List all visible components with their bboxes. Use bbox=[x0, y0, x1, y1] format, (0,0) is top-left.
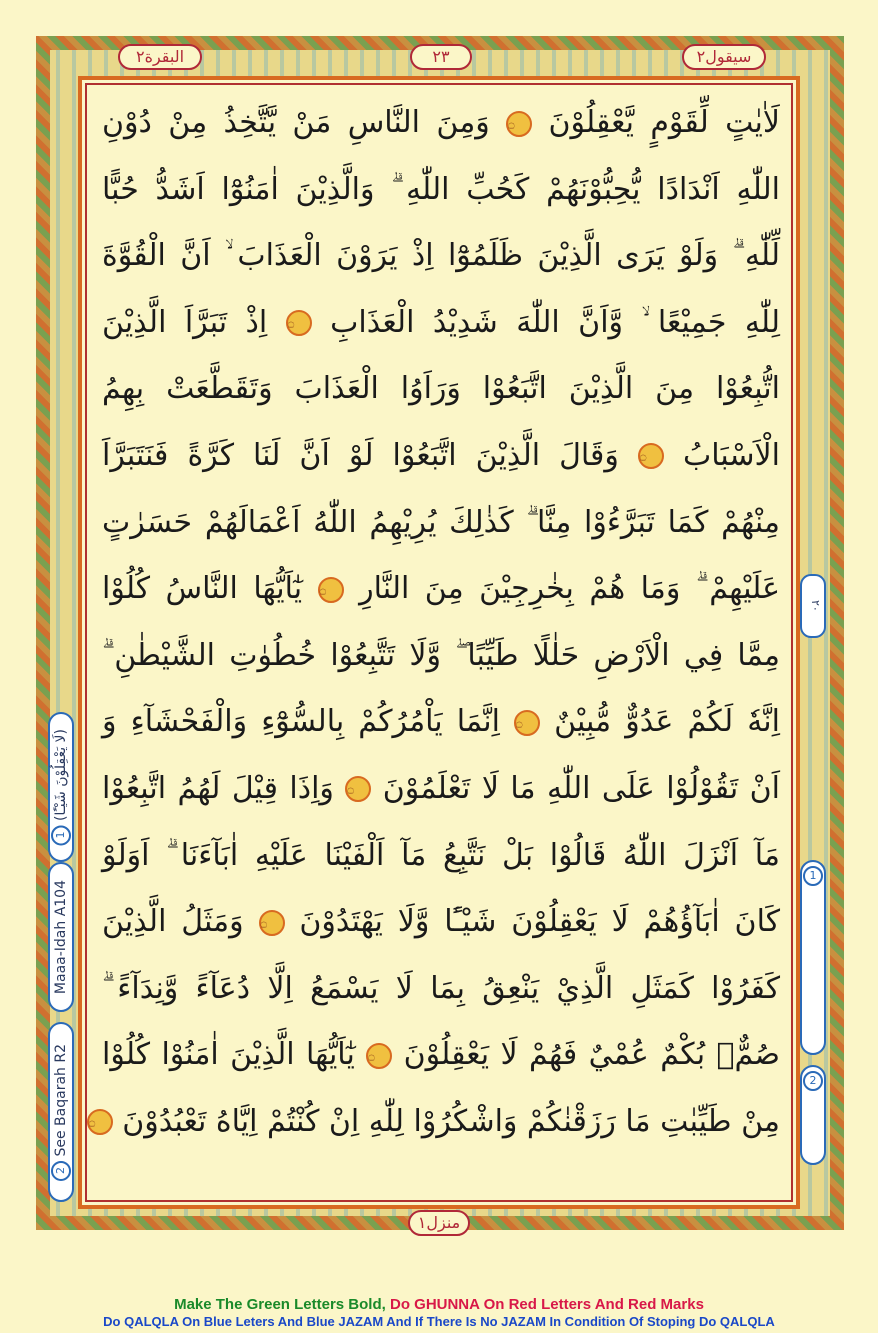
surah-name-label: البقرة٢ bbox=[118, 44, 202, 70]
right-note-pill-1 bbox=[800, 860, 826, 1055]
footer-instruction-2: Do QALQLA On Blue Leters And Blue JAZAM And If There Is No JAZAM In Condition Of Stoping Do QALQLA bbox=[103, 1314, 775, 1329]
footer-instruction-1 bbox=[0, 1296, 878, 1313]
note-main-text: Maaa-Idah A104 bbox=[53, 879, 69, 995]
verse-line: لِلّٰهِ جَمِيْعًا ۙ وَّاَنَّ اللّٰهَ شَدِيْدُ الْعَذَابِ ۝ اِذْ تَبَرَّاَ الَّذِيْنَ bbox=[102, 304, 780, 340]
verse-line: عَلَيْهِمْ ۗ وَمَا هُمْ بِخٰرِجِيْنَ مِنَ النَّارِ ۝ يٰٓاَيُّهَا النَّاسُ كُلُوْا bbox=[102, 571, 780, 607]
ayah-end-marker: ۝ bbox=[514, 710, 540, 736]
ayah-end-marker: ۝ bbox=[506, 111, 532, 137]
note-1-text: (لَا يَعْقِلُوْنَ شَيْـًٔا) bbox=[53, 728, 69, 821]
ayah-end-marker: ۝ bbox=[318, 577, 344, 603]
footer-green-text: Make The Green Letters Bold, bbox=[174, 1296, 386, 1313]
ayah-end-marker: ۝ bbox=[87, 1109, 113, 1135]
verse-line: اَنْ تَقُوْلُوْا عَلَى اللّٰهِ مَا لَا تَعْلَمُوْنَ ۝ وَاِذَا قِيْلَ لَهُمُ اتَّبِعُوْا bbox=[102, 770, 780, 806]
right-note-number-2: 2 bbox=[803, 1071, 823, 1091]
verse-line: اتُّبِعُوْا مِنَ الَّذِيْنَ اتَّبَعُوْا وَرَاَوُا الْعَذَابَ وَتَقَطَّعَتْ بِهِمُ bbox=[102, 371, 780, 407]
note-pill-1 bbox=[48, 712, 74, 862]
verse-line: مِمَّا فِي الْاَرْضِ حَلٰلًا طَيِّبًا ۖ وَّلَا تَتَّبِعُوْا خُطُوٰتِ الشَّيْطٰنِ ۗ bbox=[102, 637, 780, 673]
note-number-1: 1 bbox=[51, 825, 71, 845]
verse-line: مِنْ طَيِّبٰتِ مَا رَزَقْنٰكُمْ وَاشْكُرُوْا لِلّٰهِ اِنْ كُنْتُمْ اِيَّاهُ تَعْبُدُوْنَ ۝ bbox=[88, 1103, 780, 1139]
right-note-number-1: 1 bbox=[803, 866, 823, 886]
right-side-notes bbox=[796, 860, 830, 1170]
verse-line: لَاٰيٰتٍ لِّقَوْمٍ يَّعْقِلُوْنَ ۝ وَمِنَ النَّاسِ مَنْ يَّتَّخِذُ مِنْ دُوْنِ bbox=[102, 105, 781, 140]
verse-line: اِنَّهٗ لَكُمْ عَدُوٌّ مُّبِيْنٌ ۝ اِنَّمَا يَاْمُرُكُمْ بِالسُّوْٓءِ وَالْفَحْشَآءِ وَ bbox=[102, 704, 780, 740]
right-note-pill-2 bbox=[800, 1065, 826, 1165]
verse-line: كَانَ اٰبَآؤُهُمْ لَا يَعْقِلُوْنَ شَيْـًٔا وَّلَا يَهْتَدُوْنَ ۝ وَمَثَلُ الَّذِيْنَ bbox=[102, 904, 780, 940]
ayah-end-marker: ۝ bbox=[259, 910, 285, 936]
footer-red-text: Do GHUNNA On Red Letters And Red Marks bbox=[389, 1296, 704, 1313]
note-pill-2 bbox=[48, 1022, 74, 1202]
verse-line: صُمٌّۢ بُكْمٌ عُمْيٌ فَهُمْ لَا يَعْقِلُوْنَ ۝ يٰٓاَيُّهَا الَّذِيْنَ اٰمَنُوْا كُلُوْا bbox=[102, 1037, 780, 1073]
note-number-2: 2 bbox=[51, 1160, 71, 1180]
left-side-notes bbox=[44, 712, 78, 1202]
manzil-label: منزل١ bbox=[408, 1210, 470, 1236]
ayah-end-marker: ۝ bbox=[366, 1043, 392, 1069]
note-2-text: See Baqarah R2 bbox=[53, 1043, 69, 1157]
verse-line: لِّلّٰهِ ۗ وَلَوْ يَرَى الَّذِيْنَ ظَلَمُوْٓا اِذْ يَرَوْنَ الْعَذَابَ ۙ اَنَّ الْقُوَّةَ bbox=[102, 238, 780, 274]
verse-line: مِنْهُمْ كَمَا تَبَرَّءُوْا مِنَّا ۗ كَذٰلِكَ يُرِيْهِمُ اللّٰهُ اَعْمَالَهُمْ حَسَرٰتٍ bbox=[102, 504, 780, 540]
ruku-marker: ٢٠ bbox=[800, 574, 826, 638]
verse-line: اللّٰهِ اَنْدَادًا يُّحِبُّوْنَهُمْ كَحُبِّ اللّٰهِ ۗ وَالَّذِيْنَ اٰمَنُوْٓا اَشَدُّ حُبًّا bbox=[102, 171, 780, 207]
verse-text-area bbox=[88, 90, 786, 1200]
verse-line: كَفَرُوْا كَمَثَلِ الَّذِيْ يَنْعِقُ بِمَا لَا يَسْمَعُ اِلَّا دُعَآءً وَّنِدَآءً ۗ bbox=[102, 970, 780, 1006]
note-pill-main bbox=[48, 862, 74, 1012]
ayah-end-marker: ۝ bbox=[286, 310, 312, 336]
verse-line: مَآ اَنْزَلَ اللّٰهُ قَالُوْا بَلْ نَتَّبِعُ مَآ اَلْفَيْنَا عَلَيْهِ اٰبَآءَنَا ۗ اَوَلَوْ bbox=[102, 837, 780, 873]
page-number: ٢٣ bbox=[410, 44, 472, 70]
ayah-end-marker: ۝ bbox=[638, 443, 664, 469]
ayah-end-marker: ۝ bbox=[345, 776, 371, 802]
para-name-label: سيقول٢ bbox=[682, 44, 766, 70]
verse-line: الْاَسْبَابُ ۝ وَقَالَ الَّذِيْنَ اتَّبَعُوْا لَوْ اَنَّ لَنَا كَرَّةً فَنَتَبَرَّاَ bbox=[102, 437, 780, 473]
